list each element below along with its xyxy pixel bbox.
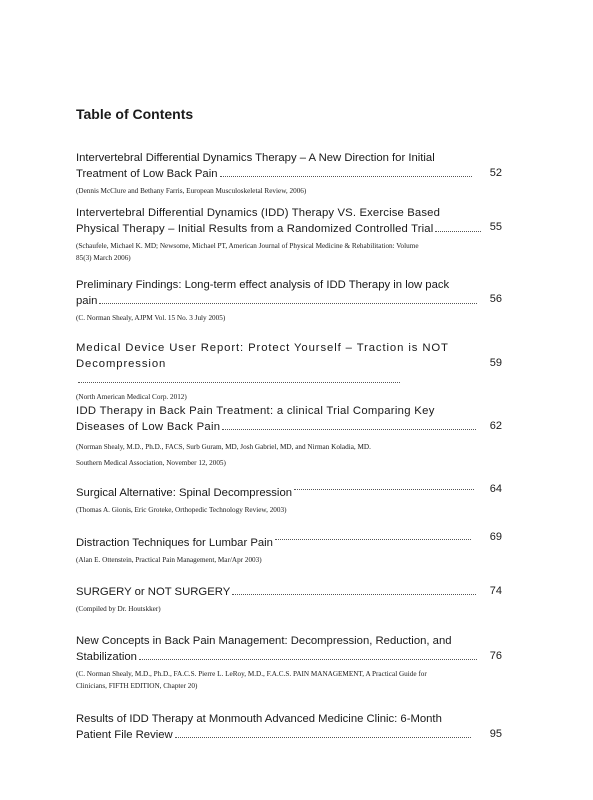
dot-leader [99,302,477,304]
toc-entry[interactable] [76,711,502,743]
dot-leader [139,658,477,660]
entry-title[interactable] [76,485,482,501]
entry-title-line: Results of IDD Therapy at Monmouth Advanced Medicine Clinic: 6-Month [76,713,442,725]
toc-entry[interactable] [76,277,502,325]
entry-citation: (Schaufele, Michael K. MD; Newsome, Michael PT, American Journal of Physical Medicine & Rehabilitation: Volume 85(3) March 2006) [76,242,419,262]
entry-citation: (Thomas A. Gionis, Eric Groteke, Orthopedic Technology Review, 2003) [76,506,287,514]
entry-title[interactable] [76,205,482,237]
toc-entry[interactable] [76,633,502,692]
entry-title-line: New Concepts in Back Pain Management: Decompression, Reduction, and [76,635,452,647]
entry-title[interactable] [76,584,482,600]
toc-entry[interactable] [76,340,502,404]
entry-title-line: Intervertebral Differential Dynamics Therapy – A New Direction for Initial [76,152,435,164]
dot-leader [220,175,472,177]
entry-title-line: pain [76,295,98,307]
entry-citation: (North American Medical Corp. 2012) [76,393,187,401]
dot-leader [435,230,481,232]
entry-title[interactable] [76,150,482,182]
entry-title-line: SURGERY or NOT SURGERY [76,586,231,598]
entry-title-line: Diseases of Low Back Pain [76,421,221,433]
entry-title[interactable] [76,711,482,743]
toc-entry[interactable] [76,584,502,616]
dot-leader [294,488,474,490]
toc-entry[interactable] [76,403,502,471]
entry-title-line: Treatment of Low Back Pain [76,168,218,180]
entry-title[interactable] [76,633,482,665]
entry-page-number: 76 [489,650,502,662]
entry-title-line: Distraction Techniques for Lumbar Pain [76,537,273,549]
entry-title-line: Physical Therapy – Initial Results from a Randomized Controlled Trial [76,223,434,235]
dot-leader [78,381,400,383]
entry-title-line: IDD Therapy in Back Pain Treatment: a clinical Trial Comparing Key [76,405,435,417]
dot-leader [232,593,476,595]
toc-entry[interactable] [76,485,502,517]
entry-citation: (Norman Shealy, M.D., Ph.D., FACS, Surb Guram, MD, Josh Gabriel, MD, and Nirman Koladia, MD. Southern Medical Association, November 12, 2005) [76,443,371,467]
entry-citation: (C. Norman Shealy, AJPM Vol. 15 No. 3 July 2005) [76,314,226,322]
dot-leader [222,428,476,430]
entry-title-line: Medical Device User Report: Protect Yourself – Traction is NOT [76,342,449,354]
entry-page-number: 56 [489,293,502,305]
entry-title[interactable] [76,340,482,388]
entry-page-number: 52 [489,167,502,179]
toc-entry[interactable] [76,531,502,567]
dot-leader [175,736,471,738]
dot-leader [275,538,471,540]
entry-page-number: 59 [489,357,502,369]
entry-title[interactable] [76,535,482,551]
entry-title-line: Surgical Alternative: Spinal Decompression [76,487,293,499]
entry-title[interactable] [76,403,482,435]
entry-title-line: Decompression [76,358,167,370]
toc-heading: Table of Contents [76,106,194,122]
entry-title-line: Patient File Review [76,729,173,741]
entry-title-line: Preliminary Findings: Long-term effect analysis of IDD Therapy in low pack [76,279,450,291]
entry-citation: (Compiled by Dr. Houtskker) [76,605,161,613]
entry-title-line: Intervertebral Differential Dynamics (IDD) Therapy VS. Exercise Based [76,207,441,219]
entry-page-number: 64 [489,483,502,495]
entry-citation: (Dennis McClure and Bethany Farris, European Musculoskeletal Review, 2006) [76,187,307,195]
entry-page-number: 62 [489,420,502,432]
entry-citation: (C. Norman Shealy, M.D., Ph.D., FA.C.S. Pierre L. LeRoy, M.D., F.A.C.S. PAIN MANAGEMENT, A Practical Guide for Clinicians, FIFTH EDITION, Chapter 20) [76,670,427,690]
entry-title[interactable] [76,277,482,309]
toc-entry[interactable] [76,150,502,198]
toc-entry[interactable] [76,205,502,264]
entry-citation: (Alan E. Ottenstein, Practical Pain Management, Mar/Apr 2003) [76,556,262,564]
entry-page-number: 69 [489,531,502,543]
entry-page-number: 95 [489,728,502,740]
entry-title-line: Stabilization [76,651,137,663]
entry-page-number: 74 [489,585,502,597]
entry-page-number: 55 [489,221,502,233]
